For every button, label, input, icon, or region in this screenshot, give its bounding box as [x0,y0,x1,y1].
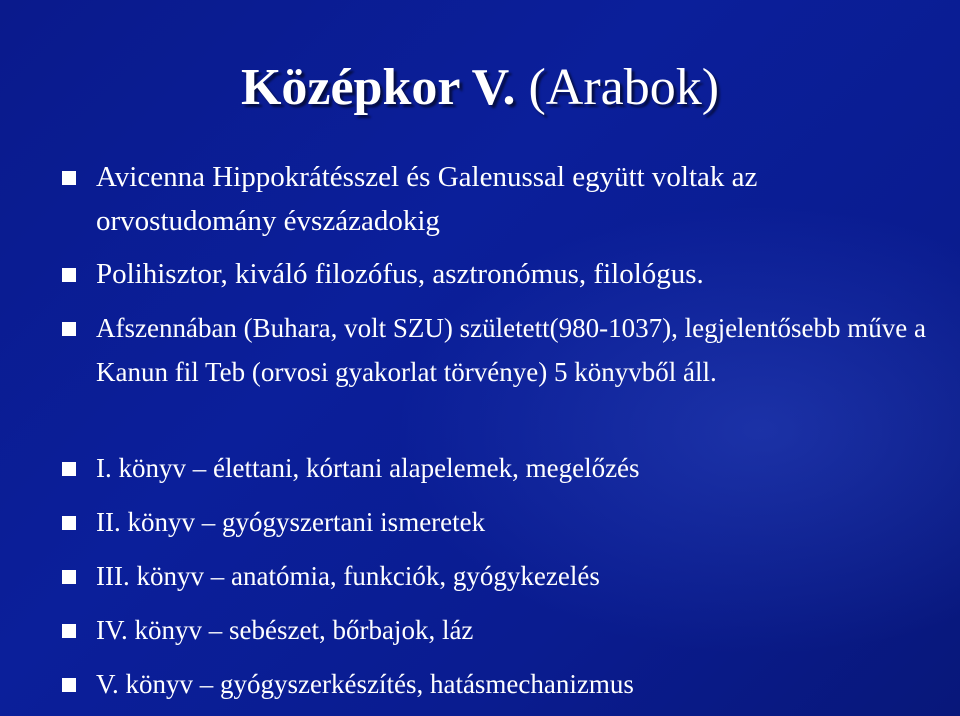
bullet-text: II. könyv – gyógyszertani ismeretek [96,507,486,537]
square-bullet-icon [62,268,76,282]
bullet-text: Polihisztor, kiváló filozófus, asztronómus, filológus. [96,258,704,290]
slide-title-main: Középkor V. [240,59,516,116]
square-bullet-icon [62,624,76,638]
bullet-text: I. könyv – élettani, kórtani alapelemek, megelőzés [96,453,640,483]
bullet-text: III. könyv – anatómia, funkciók, gyógykezelés [96,561,600,591]
square-bullet-icon [62,516,76,530]
bullet-text: V. könyv – gyógyszerkészítés, hatásmechanizmus [96,669,634,699]
square-bullet-icon [62,171,76,185]
bullet-text: Afszennában (Buhara, volt SZU) született(980-1037), legjelentősebb műve a Kanun fil Teb (orvosi gyakorlat törvénye) 5 könyvből áll. [96,313,926,387]
square-bullet-icon [62,570,76,584]
slide-title-sub: (Arabok) [528,59,720,116]
square-bullet-icon [62,462,76,476]
bullet-text: IV. könyv – sebészet, bőrbajok, láz [96,615,474,645]
square-bullet-icon [62,678,76,692]
slide-title [0,56,960,120]
bullet-text: Avicenna Hippokrátésszel és Galenussal együtt voltak az orvostudomány évszázadokig [96,161,758,237]
square-bullet-icon [62,322,76,336]
